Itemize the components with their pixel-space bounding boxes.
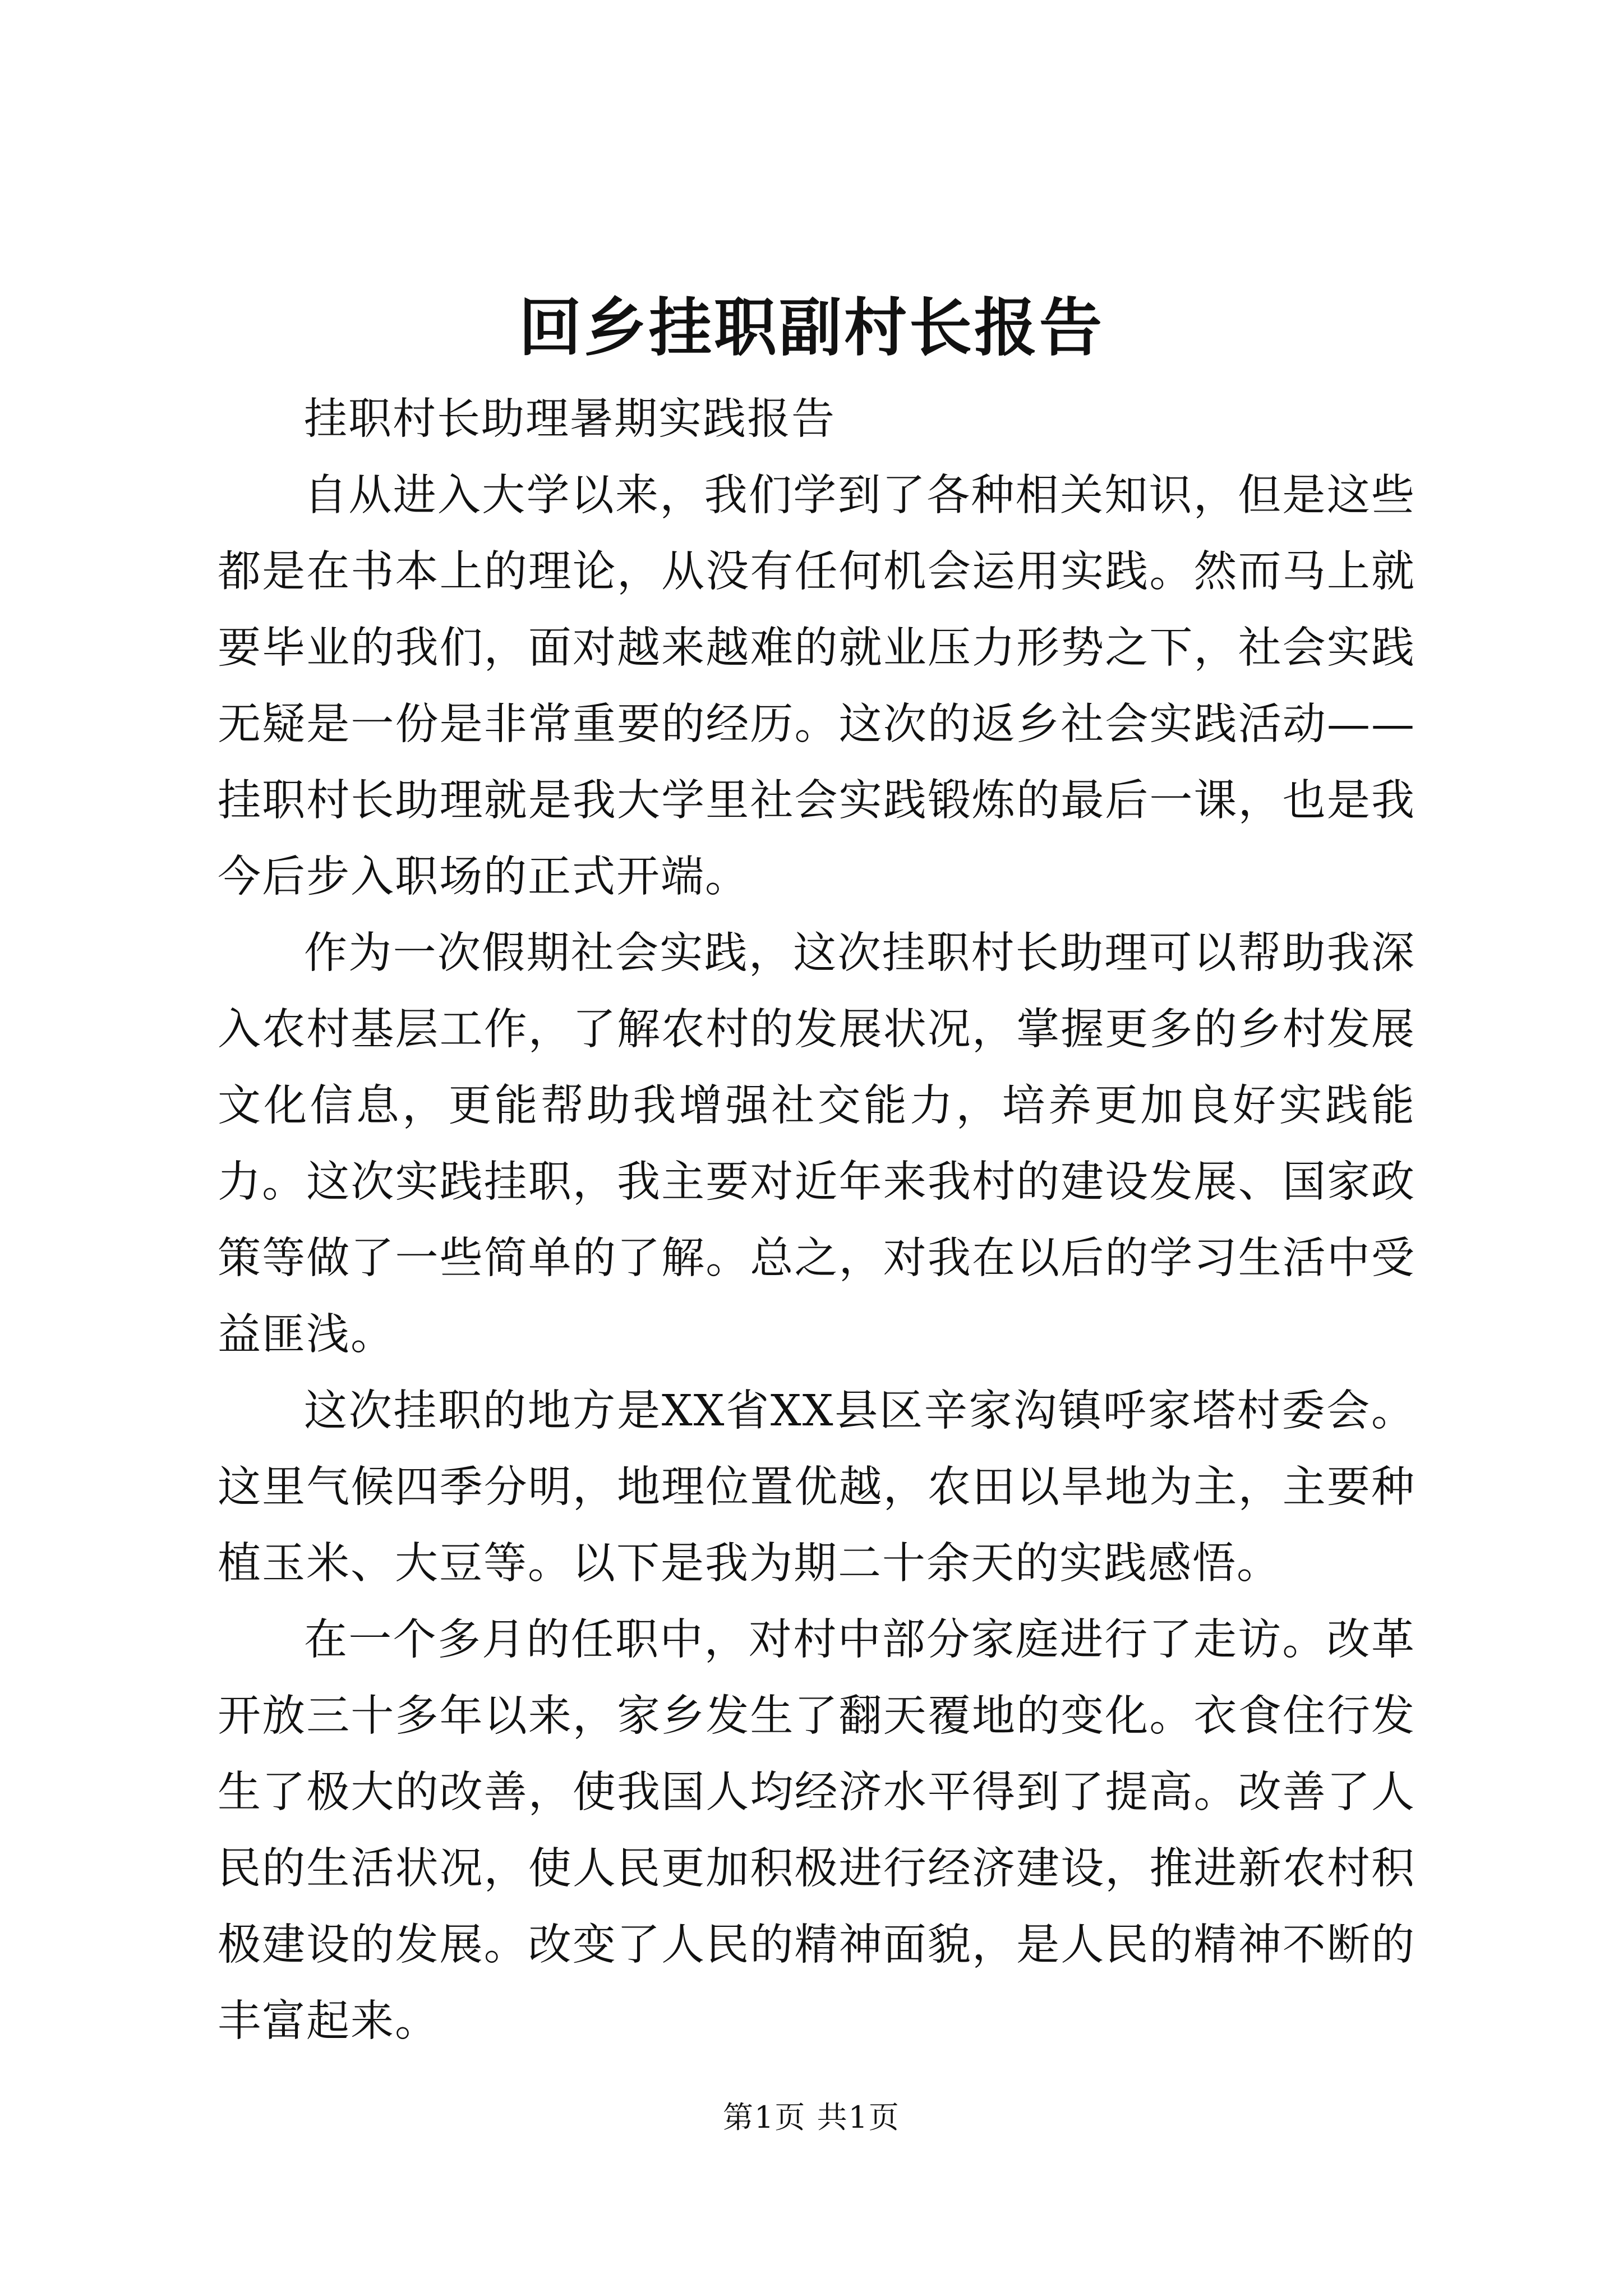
body-paragraph-4: 在一个多月的任职中，对村中部分家庭进行了走访。改革开放三十多年以来，家乡发生了翻天覆地的变化。衣食住行发生了极大的改善，使我国人均经济水平得到了提高。改善了人民的生活状况，使人民更加积极进行经济建设，推进新农村积极建设的发展。改变了人民的精神面貌，是人民的精神不断的丰富起来。 xyxy=(218,1615,1415,2046)
body-paragraph-2: 作为一次假期社会实践，这次挂职村长助理可以帮助我深入农村基层工作，了解农村的发展状况，掌握更多的乡村发展文化信息，更能帮助我增强社交能力，培养更加良好实践能力。这次实践挂职，我主要对近年来我村的建设发展、国家政策等做了一些简单的了解。总之，对我在以后的学习生活中受益匪浅。 xyxy=(218,928,1415,1360)
body-paragraph-1: 自从进入大学以来，我们学到了各种相关知识，但是这些都是在书本上的理论，从没有任何机会运用实践。然而马上就要毕业的我们，面对越来越难的就业压力形势之下，社会实践无疑是一份是非常重要的经历。这次的返乡社会实践活动——挂职村长助理就是我大学里社会实践锻炼的最后一课，也是我今后步入职场的正式开端。 xyxy=(218,471,1415,902)
subtitle-paragraph: 挂职村长助理暑期实践报告 xyxy=(304,394,836,444)
page-footer: 第1页 共1页 xyxy=(723,2100,900,2135)
body-paragraph-3: 这次挂职的地方是XX省XX县区辛家沟镇呼家塔村委会。这里气候四季分明，地理位置优越，农田以旱地为主，主要种植玉米、大豆等。以下是我为期二十余天的实践感悟。 xyxy=(218,1386,1415,1589)
document-body xyxy=(218,381,1415,2060)
document-title: 回乡挂职副村长报告 xyxy=(519,291,1104,365)
